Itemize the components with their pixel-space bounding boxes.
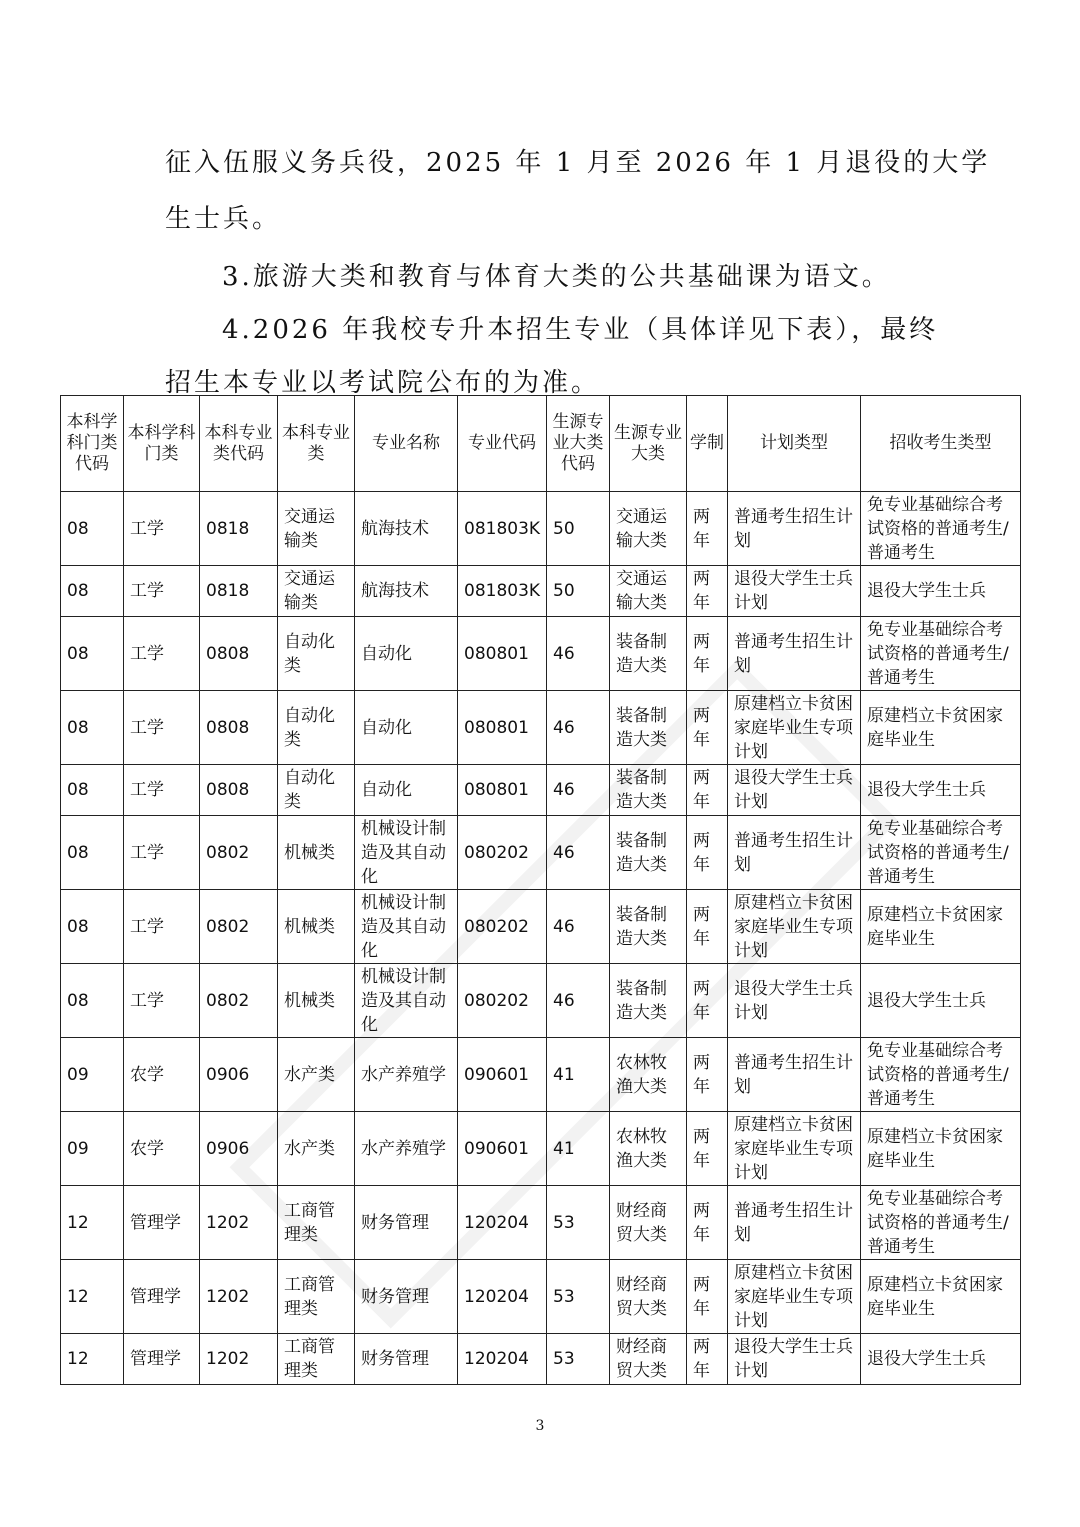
- cell-source-category: 财经商贸大类: [610, 1260, 687, 1334]
- header-discipline: 本科学科门类: [124, 396, 200, 492]
- cell-major-code: 081803K: [458, 492, 547, 566]
- cell-discipline: 农学: [124, 1112, 200, 1186]
- cell-category-code: 1202: [200, 1186, 278, 1260]
- cell-source-category-code: 50: [547, 492, 610, 566]
- cell-discipline: 工学: [124, 765, 200, 816]
- cell-major-name: 水产养殖学: [355, 1038, 458, 1112]
- cell-major-code: 080801: [458, 765, 547, 816]
- cell-source-category: 装备制造大类: [610, 617, 687, 691]
- table-row: [61, 1186, 1021, 1260]
- cell-major-name: 水产养殖学: [355, 1112, 458, 1186]
- cell-discipline: 管理学: [124, 1334, 200, 1385]
- cell-discipline-code: 08: [61, 890, 124, 964]
- cell-plan-type: 原建档立卡贫困家庭毕业生专项计划: [728, 691, 861, 765]
- cell-major-name: 财务管理: [355, 1334, 458, 1385]
- cell-duration: 两年: [687, 964, 728, 1038]
- cell-candidate-type: 免专业基础综合考试资格的普通考生/普通考生: [861, 1186, 1021, 1260]
- cell-duration: 两年: [687, 816, 728, 890]
- cell-category: 工商管理类: [278, 1186, 355, 1260]
- table-row: [61, 1038, 1021, 1112]
- cell-major-name: 机械设计制造及其自动化: [355, 816, 458, 890]
- enrollment-plan-table: [60, 395, 1021, 1385]
- cell-discipline: 农学: [124, 1038, 200, 1112]
- cell-category-code: 0906: [200, 1112, 278, 1186]
- cell-major-code: 080202: [458, 890, 547, 964]
- header-source-category: 生源专业大类: [610, 396, 687, 492]
- cell-duration: 两年: [687, 617, 728, 691]
- cell-discipline-code: 08: [61, 765, 124, 816]
- table-row: [61, 492, 1021, 566]
- cell-duration: 两年: [687, 1334, 728, 1385]
- paragraph-line-4: 4.2026 年我校专升本招生专业（具体详见下表），最终: [222, 315, 939, 345]
- header-category: 本科专业类: [278, 396, 355, 492]
- cell-source-category-code: 53: [547, 1260, 610, 1334]
- cell-plan-type: 原建档立卡贫困家庭毕业生专项计划: [728, 1112, 861, 1186]
- cell-candidate-type: 免专业基础综合考试资格的普通考生/普通考生: [861, 1038, 1021, 1112]
- table-body: [61, 492, 1021, 1385]
- cell-category-code: 0808: [200, 691, 278, 765]
- cell-source-category: 装备制造大类: [610, 765, 687, 816]
- cell-category: 水产类: [278, 1112, 355, 1186]
- cell-discipline-code: 09: [61, 1038, 124, 1112]
- cell-source-category: 农林牧渔大类: [610, 1112, 687, 1186]
- cell-major-code: 090601: [458, 1112, 547, 1186]
- table-row: [61, 1112, 1021, 1186]
- cell-major-code: 080202: [458, 816, 547, 890]
- cell-candidate-type: 免专业基础综合考试资格的普通考生/普通考生: [861, 617, 1021, 691]
- table-row: [61, 765, 1021, 816]
- cell-plan-type: 退役大学生士兵计划: [728, 765, 861, 816]
- cell-source-category: 财经商贸大类: [610, 1334, 687, 1385]
- cell-discipline-code: 12: [61, 1186, 124, 1260]
- cell-major-code: 080202: [458, 964, 547, 1038]
- cell-discipline: 工学: [124, 691, 200, 765]
- cell-source-category: 交通运输大类: [610, 566, 687, 617]
- cell-discipline-code: 08: [61, 816, 124, 890]
- cell-source-category-code: 46: [547, 964, 610, 1038]
- cell-category: 机械类: [278, 890, 355, 964]
- table-row: [61, 617, 1021, 691]
- cell-discipline: 工学: [124, 566, 200, 617]
- cell-discipline-code: 12: [61, 1334, 124, 1385]
- cell-major-name: 自动化: [355, 691, 458, 765]
- cell-source-category-code: 46: [547, 816, 610, 890]
- cell-source-category-code: 41: [547, 1112, 610, 1186]
- header-category-code: 本科专业类代码: [200, 396, 278, 492]
- cell-source-category-code: 46: [547, 617, 610, 691]
- cell-duration: 两年: [687, 1038, 728, 1112]
- cell-major-name: 航海技术: [355, 492, 458, 566]
- table-row: [61, 691, 1021, 765]
- cell-plan-type: 普通考生招生计划: [728, 617, 861, 691]
- cell-major-name: 自动化: [355, 617, 458, 691]
- cell-source-category: 装备制造大类: [610, 691, 687, 765]
- cell-candidate-type: 免专业基础综合考试资格的普通考生/普通考生: [861, 492, 1021, 566]
- cell-discipline-code: 08: [61, 492, 124, 566]
- cell-category: 工商管理类: [278, 1334, 355, 1385]
- cell-major-code: 081803K: [458, 566, 547, 617]
- cell-category: 交通运输类: [278, 492, 355, 566]
- table-row: [61, 1260, 1021, 1334]
- cell-category: 机械类: [278, 964, 355, 1038]
- cell-discipline: 工学: [124, 816, 200, 890]
- paragraph-line-3: 3.旅游大类和教育与体育大类的公共基础课为语文。: [222, 262, 891, 292]
- cell-category-code: 0818: [200, 566, 278, 617]
- cell-category: 自动化类: [278, 691, 355, 765]
- table-row: [61, 816, 1021, 890]
- cell-category-code: 0818: [200, 492, 278, 566]
- cell-source-category: 装备制造大类: [610, 890, 687, 964]
- header-discipline-code: 本科学科门类代码: [61, 396, 124, 492]
- cell-major-name: 财务管理: [355, 1260, 458, 1334]
- header-major-code: 专业代码: [458, 396, 547, 492]
- cell-discipline-code: 08: [61, 617, 124, 691]
- cell-duration: 两年: [687, 1112, 728, 1186]
- cell-category-code: 0808: [200, 765, 278, 816]
- cell-major-name: 自动化: [355, 765, 458, 816]
- paragraph-line-1: 征入伍服义务兵役，2025 年 1 月至 2026 年 1 月退役的大学: [165, 148, 991, 178]
- cell-category-code: 0802: [200, 816, 278, 890]
- cell-category: 交通运输类: [278, 566, 355, 617]
- cell-candidate-type: 退役大学生士兵: [861, 1334, 1021, 1385]
- cell-plan-type: 退役大学生士兵计划: [728, 964, 861, 1038]
- cell-category-code: 0802: [200, 890, 278, 964]
- cell-category: 工商管理类: [278, 1260, 355, 1334]
- cell-discipline: 管理学: [124, 1186, 200, 1260]
- cell-major-code: 120204: [458, 1260, 547, 1334]
- cell-duration: 两年: [687, 1260, 728, 1334]
- cell-source-category-code: 41: [547, 1038, 610, 1112]
- cell-duration: 两年: [687, 691, 728, 765]
- cell-major-code: 120204: [458, 1334, 547, 1385]
- cell-plan-type: 退役大学生士兵计划: [728, 566, 861, 617]
- page-number: 3: [535, 1418, 545, 1434]
- cell-category: 自动化类: [278, 617, 355, 691]
- cell-source-category: 财经商贸大类: [610, 1186, 687, 1260]
- table-row: [61, 964, 1021, 1038]
- cell-candidate-type: 退役大学生士兵: [861, 964, 1021, 1038]
- header-candidate-type: 招收考生类型: [861, 396, 1021, 492]
- cell-plan-type: 普通考生招生计划: [728, 1038, 861, 1112]
- cell-category-code: 1202: [200, 1334, 278, 1385]
- table-header-row: [61, 396, 1021, 492]
- cell-major-name: 航海技术: [355, 566, 458, 617]
- cell-discipline: 工学: [124, 492, 200, 566]
- cell-discipline-code: 12: [61, 1260, 124, 1334]
- cell-source-category-code: 50: [547, 566, 610, 617]
- cell-discipline: 工学: [124, 617, 200, 691]
- cell-candidate-type: 原建档立卡贫困家庭毕业生: [861, 890, 1021, 964]
- cell-duration: 两年: [687, 1186, 728, 1260]
- cell-discipline-code: 09: [61, 1112, 124, 1186]
- cell-discipline: 工学: [124, 890, 200, 964]
- cell-candidate-type: 原建档立卡贫困家庭毕业生: [861, 1112, 1021, 1186]
- cell-major-code: 080801: [458, 617, 547, 691]
- cell-source-category-code: 46: [547, 765, 610, 816]
- table-row: [61, 890, 1021, 964]
- cell-candidate-type: 免专业基础综合考试资格的普通考生/普通考生: [861, 816, 1021, 890]
- cell-candidate-type: 退役大学生士兵: [861, 566, 1021, 617]
- cell-category: 水产类: [278, 1038, 355, 1112]
- cell-major-name: 机械设计制造及其自动化: [355, 890, 458, 964]
- header-source-category-code: 生源专业大类代码: [547, 396, 610, 492]
- cell-duration: 两年: [687, 492, 728, 566]
- cell-discipline-code: 08: [61, 691, 124, 765]
- cell-source-category: 农林牧渔大类: [610, 1038, 687, 1112]
- cell-plan-type: 普通考生招生计划: [728, 816, 861, 890]
- cell-source-category: 交通运输大类: [610, 492, 687, 566]
- header-major-name: 专业名称: [355, 396, 458, 492]
- cell-category-code: 1202: [200, 1260, 278, 1334]
- cell-major-name: 财务管理: [355, 1186, 458, 1260]
- cell-source-category: 装备制造大类: [610, 816, 687, 890]
- cell-plan-type: 原建档立卡贫困家庭毕业生专项计划: [728, 1260, 861, 1334]
- cell-candidate-type: 原建档立卡贫困家庭毕业生: [861, 1260, 1021, 1334]
- cell-discipline: 管理学: [124, 1260, 200, 1334]
- cell-source-category: 装备制造大类: [610, 964, 687, 1038]
- cell-category-code: 0808: [200, 617, 278, 691]
- cell-candidate-type: 原建档立卡贫困家庭毕业生: [861, 691, 1021, 765]
- table-row: [61, 1334, 1021, 1385]
- cell-duration: 两年: [687, 765, 728, 816]
- cell-plan-type: 普通考生招生计划: [728, 1186, 861, 1260]
- cell-category-code: 0802: [200, 964, 278, 1038]
- cell-source-category-code: 46: [547, 890, 610, 964]
- cell-duration: 两年: [687, 890, 728, 964]
- header-plan-type: 计划类型: [728, 396, 861, 492]
- table-row: [61, 566, 1021, 617]
- cell-plan-type: 退役大学生士兵计划: [728, 1334, 861, 1385]
- cell-source-category-code: 53: [547, 1186, 610, 1260]
- cell-category: 机械类: [278, 816, 355, 890]
- cell-major-code: 080801: [458, 691, 547, 765]
- cell-major-code: 120204: [458, 1186, 547, 1260]
- cell-category: 自动化类: [278, 765, 355, 816]
- cell-discipline: 工学: [124, 964, 200, 1038]
- cell-plan-type: 普通考生招生计划: [728, 492, 861, 566]
- cell-source-category-code: 46: [547, 691, 610, 765]
- cell-source-category-code: 53: [547, 1334, 610, 1385]
- cell-major-name: 机械设计制造及其自动化: [355, 964, 458, 1038]
- header-duration: 学制: [687, 396, 728, 492]
- cell-discipline-code: 08: [61, 566, 124, 617]
- paragraph-line-2: 生士兵。: [165, 204, 282, 234]
- cell-major-code: 090601: [458, 1038, 547, 1112]
- cell-duration: 两年: [687, 566, 728, 617]
- cell-discipline-code: 08: [61, 964, 124, 1038]
- paragraph-line-5: 招生本专业以考试院公布的为准。: [165, 368, 601, 398]
- cell-candidate-type: 退役大学生士兵: [861, 765, 1021, 816]
- cell-plan-type: 原建档立卡贫困家庭毕业生专项计划: [728, 890, 861, 964]
- cell-category-code: 0906: [200, 1038, 278, 1112]
